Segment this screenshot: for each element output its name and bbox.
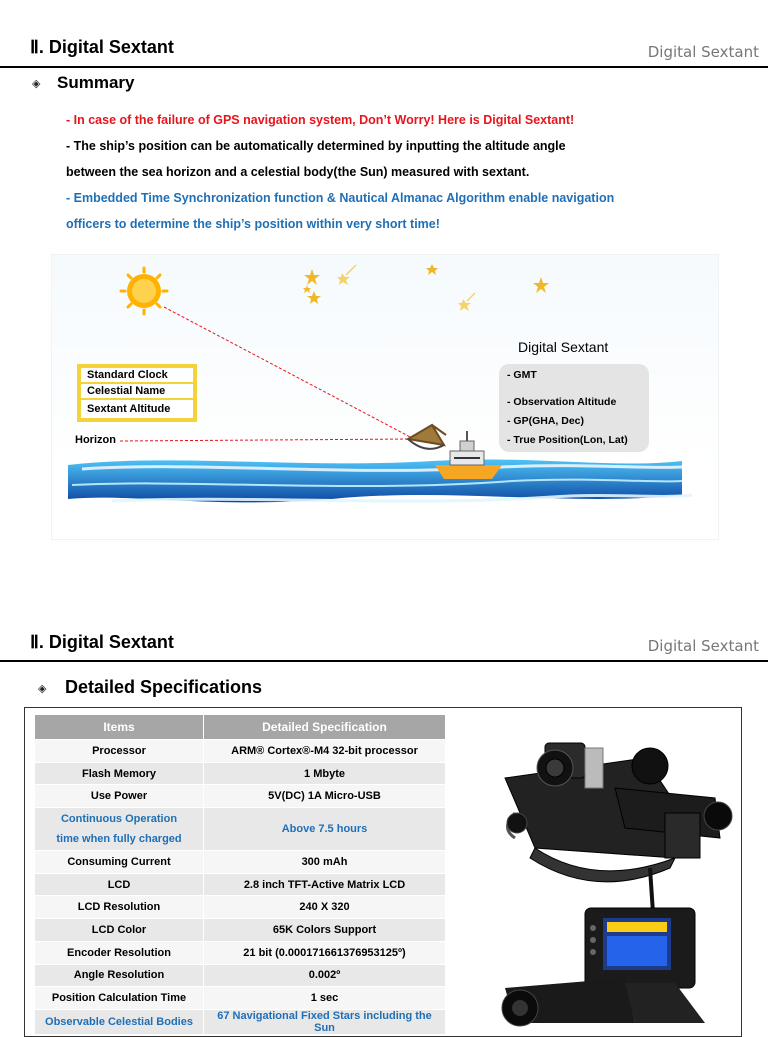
table-row	[35, 873, 446, 896]
spec-item: Processor	[35, 740, 204, 763]
horizon-label: Horizon	[75, 434, 116, 446]
spec-value: 65K Colors Support	[204, 919, 446, 942]
table-row	[35, 762, 446, 785]
input-box	[77, 364, 197, 422]
slide1-title: Ⅱ. Digital Sextant	[30, 37, 174, 57]
summary-line-position-a: - The ship’s position can be automatically determined by inputting the altitude angle	[66, 139, 566, 153]
spec-item: Encoder Resolution	[35, 941, 204, 964]
spec-item: Angle Resolution	[35, 964, 204, 987]
spec-value: 0.002º	[204, 964, 446, 987]
spec-value: ARM® Cortex®-M4 32-bit processor	[204, 740, 446, 763]
spec-item: Use Power	[35, 785, 204, 808]
header-items: Items	[35, 715, 204, 740]
summary-line-almanac-b: officers to determine the ship’s position within very short time!	[66, 217, 440, 231]
shooting-star-icon	[337, 265, 475, 311]
table-row	[35, 808, 446, 851]
spec-value: 2.8 inch TFT-Active Matrix LCD	[204, 873, 446, 896]
navigation-diagram	[51, 254, 719, 540]
table-row	[35, 896, 446, 919]
device-photo	[475, 718, 735, 1033]
table-row	[35, 1009, 446, 1034]
spec-value: 67 Navigational Fixed Stars including the Sun	[204, 1009, 446, 1034]
input-celestial-name: Celestial Name	[81, 382, 193, 400]
device-label: Digital Sextant	[518, 339, 609, 355]
summary-text	[66, 107, 746, 237]
sun-icon	[121, 268, 167, 314]
summary-line-position-b: between the sea horizon and a celestial body(the Sun) measured with sextant.	[66, 165, 530, 179]
slide2-rule	[0, 660, 768, 662]
spec-value: Above 7.5 hours	[204, 808, 446, 851]
table-row	[35, 851, 446, 874]
table-row	[35, 941, 446, 964]
spec-value: 300 mAh	[204, 851, 446, 874]
spec-value: 21 bit (0.000171661376953125º)	[204, 941, 446, 964]
slide2-header-right: Digital Sextant	[647, 637, 759, 655]
table-row	[35, 740, 446, 763]
spec-item: Observable Celestial Bodies	[35, 1009, 204, 1034]
spec-value: 240 X 320	[204, 896, 446, 919]
spec-item: LCD	[35, 873, 204, 896]
slide1-rule	[0, 66, 768, 68]
spec-item: LCD Color	[35, 919, 204, 942]
wave-graphic	[68, 459, 692, 502]
diamond-bullet-icon: ◈	[38, 683, 47, 695]
table-row	[35, 785, 446, 808]
spec-item: Continuous Operation time when fully charged	[35, 808, 204, 851]
output-true-position: - True Position(Lon, Lat)	[507, 434, 628, 446]
table-row	[35, 964, 446, 987]
sun-sight-line	[164, 307, 414, 439]
slide1-header-right: Digital Sextant	[647, 43, 759, 61]
input-sextant-altitude: Sextant Altitude	[87, 403, 171, 415]
spec-item: Position Calculation Time	[35, 987, 204, 1010]
spec-item: LCD Resolution	[35, 896, 204, 919]
table-row	[35, 919, 446, 942]
input-standard-clock: Standard Clock	[87, 369, 168, 381]
output-box	[499, 364, 649, 452]
specs-table	[34, 714, 446, 1035]
ship-icon	[435, 431, 502, 479]
horizon-line	[120, 439, 412, 441]
summary-line-gps: - In case of the failure of GPS navigation system, Don’t Worry! Here is Digital Sextant!	[66, 113, 575, 127]
summary-line-almanac-a: - Embedded Time Synchronization function & Nautical Almanac Algorithm enable navigation	[66, 191, 615, 205]
spec-value: 1 Mbyte	[204, 762, 446, 785]
table-row	[35, 987, 446, 1010]
diamond-bullet-icon: ◈	[32, 78, 41, 90]
specs-heading: Detailed Specifications	[65, 677, 263, 697]
slide2-title: Ⅱ. Digital Sextant	[30, 632, 174, 652]
spec-value: 5V(DC) 1A Micro-USB	[204, 785, 446, 808]
specs-frame	[24, 707, 742, 1037]
spec-item: Flash Memory	[35, 762, 204, 785]
spec-item: Consuming Current	[35, 851, 204, 874]
output-observation-altitude: - Observation Altitude	[507, 396, 617, 408]
spec-value: 1 sec	[204, 987, 446, 1010]
output-gmt: - GMT	[507, 369, 537, 381]
summary-heading: Summary	[57, 73, 135, 92]
header-detailed-spec: Detailed Specification	[204, 715, 446, 740]
sextant-icon	[408, 425, 446, 449]
output-gp: - GP(GHA, Dec)	[507, 415, 585, 427]
